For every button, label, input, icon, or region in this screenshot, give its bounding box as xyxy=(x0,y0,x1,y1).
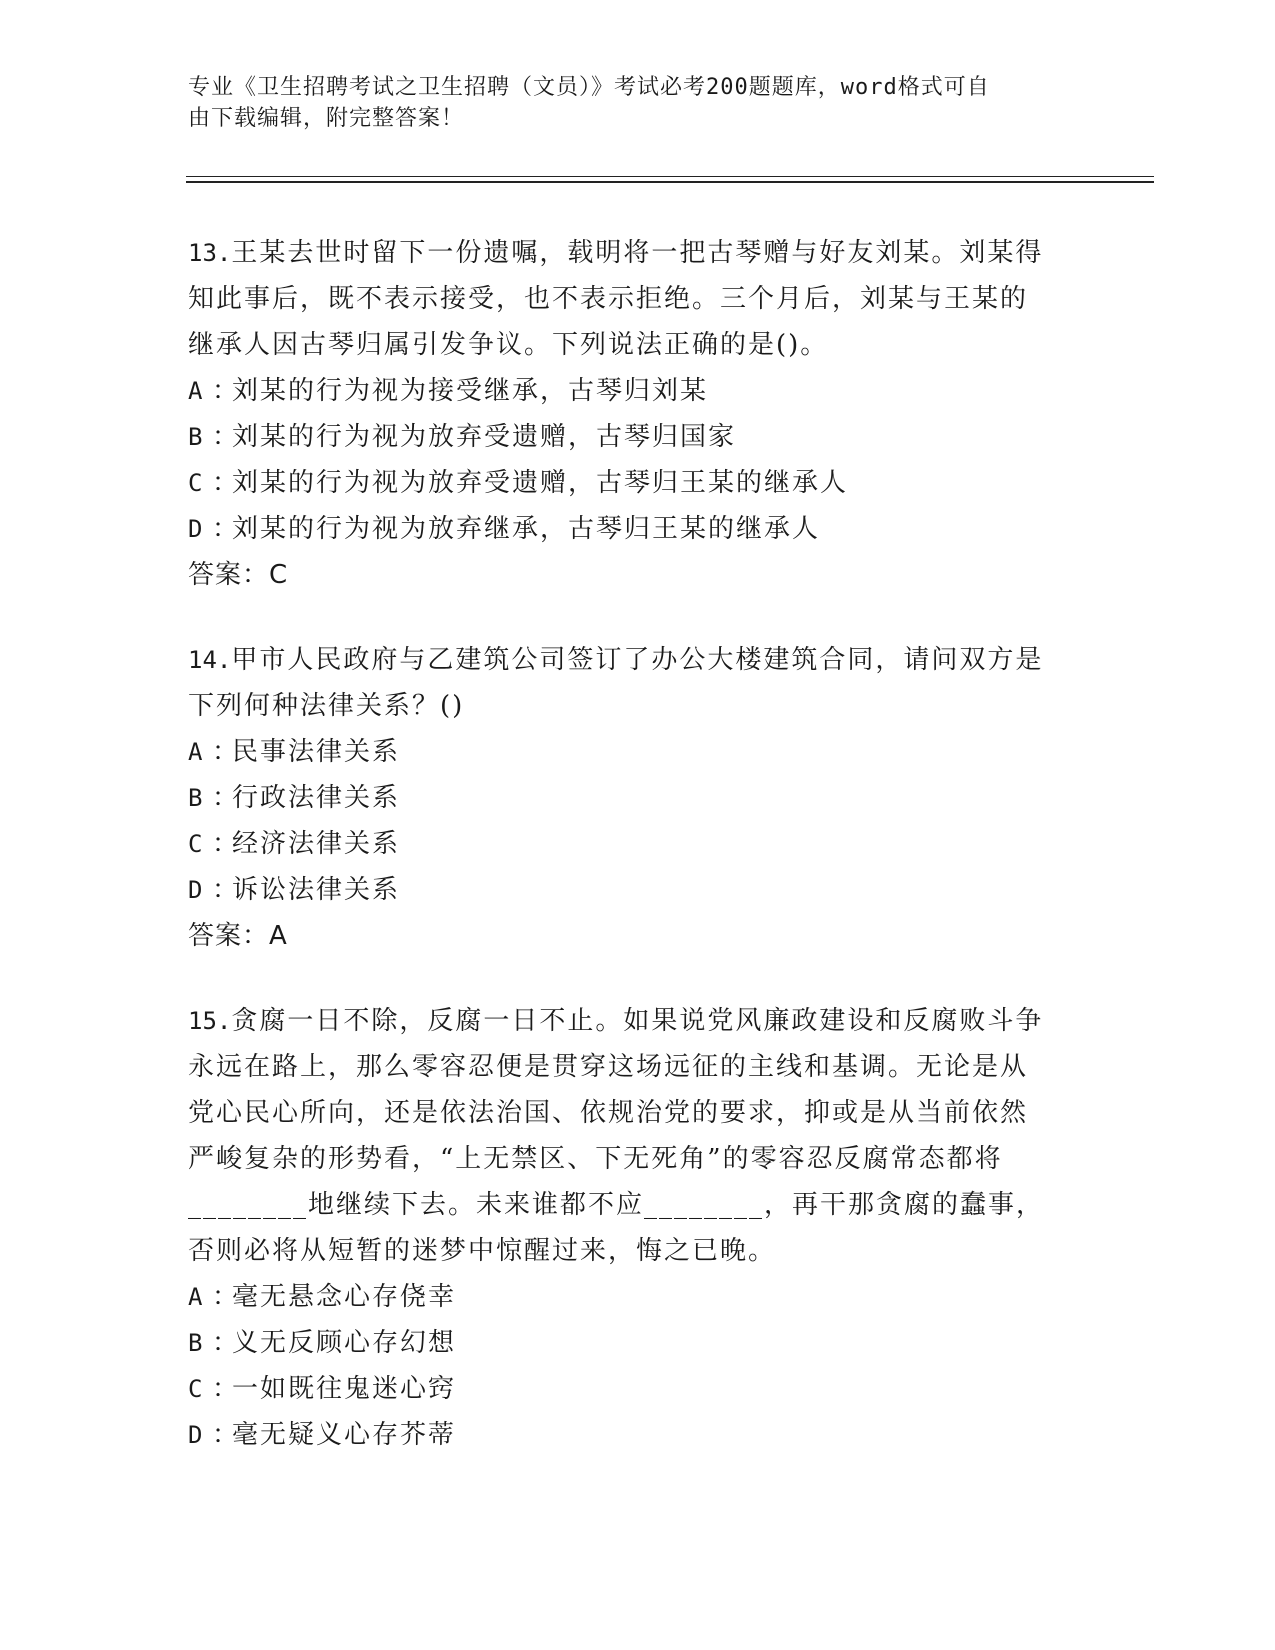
option-text: 一如既往鬼迷心窍 xyxy=(232,1374,457,1404)
option-text: 毫无疑义心存芥蒂 xyxy=(232,1420,457,1450)
answer-line: 答案：A xyxy=(188,921,288,951)
option-text: 刘某的行为视为放弃受遗赠，古琴归国家 xyxy=(232,422,737,452)
header-line-1: 专业《卫生招聘考试之卫生招聘（文员）》考试必考200题题库，word格式可自 xyxy=(188,75,990,100)
option-letter: C xyxy=(188,830,205,858)
document-header xyxy=(188,72,1068,134)
option-letter: D xyxy=(188,515,205,543)
option-c: C ：刘某的行为视为放弃受遗赠，古琴归王某的继承人 xyxy=(188,460,1088,506)
option-c: C ：经济法律关系 xyxy=(188,821,1088,867)
option-b: B ：刘某的行为视为放弃受遗赠，古琴归国家 xyxy=(188,414,1088,460)
option-b: B ：义无反顾心存幻想 xyxy=(188,1320,1088,1366)
option-letter: B xyxy=(188,784,205,812)
question-stem xyxy=(188,998,1088,1274)
option-b: B ：行政法律关系 xyxy=(188,775,1088,821)
option-text: 毫无悬念心存侥幸 xyxy=(232,1282,457,1312)
option-letter: D xyxy=(188,876,205,904)
option-text: 刘某的行为视为放弃受遗赠，古琴归王某的继承人 xyxy=(232,468,849,498)
option-text: 经济法律关系 xyxy=(232,829,401,859)
option-text: 刘某的行为视为放弃继承，古琴归王某的继承人 xyxy=(232,514,821,544)
question-stem xyxy=(188,230,1088,368)
option-letter: C xyxy=(188,469,205,497)
option-text: 刘某的行为视为接受继承，古琴归刘某 xyxy=(232,376,709,406)
option-text: 行政法律关系 xyxy=(232,783,401,813)
option-letter: B xyxy=(188,423,205,451)
option-a: A ：刘某的行为视为接受继承，古琴归刘某 xyxy=(188,368,1088,414)
option-letter: A xyxy=(188,1283,205,1311)
option-c: C ：一如既往鬼迷心窍 xyxy=(188,1366,1088,1412)
question-stem xyxy=(188,637,1088,729)
option-letter: A xyxy=(188,377,205,405)
question-15 xyxy=(188,998,1088,1458)
option-letter: A xyxy=(188,738,205,766)
question-text: 贪腐一日不除，反腐一日不止。如果说党风廉政建设和反腐败斗争 永远在路上，那么零容忍便是贯穿这场远征的主线和基调。无论是从 党心民心所向，还是依法治国、依规治党的要求，抑或是从当前依然 严峻复杂的形势看，“上无禁区、下无死角”的零容忍反腐常态都将 ________地继续下去。未来谁都不应________，再干那贪腐的蠢事， 否则必将从短暂的迷梦中惊醒过来，悔之已晚。 xyxy=(188,1006,1045,1266)
option-letter: C xyxy=(188,1375,205,1403)
option-text: 诉讼法律关系 xyxy=(232,875,401,905)
question-number: 14. xyxy=(188,646,232,674)
header-divider xyxy=(186,176,1154,183)
question-number: 13. xyxy=(188,239,232,267)
option-a: A ：民事法律关系 xyxy=(188,729,1088,775)
question-text: 王某去世时留下一份遗嘱，载明将一把古琴赠与好友刘某。刘某得 知此事后，既不表示接受，也不表示拒绝。三个月后，刘某与王某的 继承人因古琴归属引发争议。下列说法正确的是()。 xyxy=(188,238,1044,360)
header-line-2: 由下载编辑，附完整答案！ xyxy=(188,106,465,131)
question-14 xyxy=(188,637,1088,959)
question-text: 甲市人民政府与乙建筑公司签订了办公大楼建筑合同，请问双方是 下列何种法律关系？() xyxy=(188,645,1044,721)
question-number: 15. xyxy=(188,1007,232,1035)
answer-line: 答案：C xyxy=(188,560,289,590)
option-d: D ：毫无疑义心存芥蒂 xyxy=(188,1412,1088,1458)
option-d: D ：诉讼法律关系 xyxy=(188,867,1088,913)
option-d: D ：刘某的行为视为放弃继承，古琴归王某的继承人 xyxy=(188,506,1088,552)
option-letter: B xyxy=(188,1329,205,1357)
option-text: 民事法律关系 xyxy=(232,737,401,767)
option-letter: D xyxy=(188,1421,205,1449)
option-text: 义无反顾心存幻想 xyxy=(232,1328,457,1358)
question-13 xyxy=(188,230,1088,598)
question-list xyxy=(188,230,1088,1497)
option-a: A ：毫无悬念心存侥幸 xyxy=(188,1274,1088,1320)
